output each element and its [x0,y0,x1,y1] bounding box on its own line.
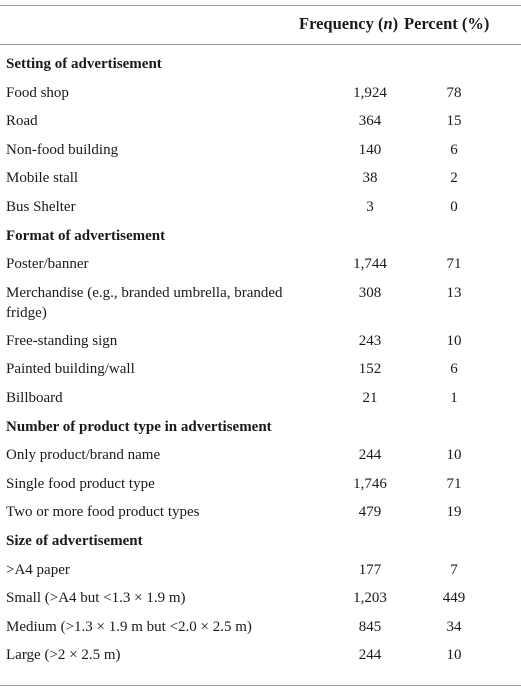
frequency-cell: 38 [362,170,378,187]
percent-cell: 71 [446,475,462,492]
frequency-cell: 243 [358,332,382,349]
frequency-cell: 244 [358,447,382,464]
section-heading: Size of advertisement [6,532,143,549]
frequency-cell: 152 [358,361,382,378]
percent-cell: 7 [450,561,458,578]
percent-cell: 13 [446,284,462,301]
percent-cell: 71 [446,256,462,273]
table-row [0,326,521,355]
frequency-header-prefix: Frequency ( [299,14,384,33]
table-body [0,49,521,669]
percent-cell: 6 [450,141,458,158]
row-label: Non-food building [6,141,119,158]
percent-cell: 6 [450,361,458,378]
row-label: Billboard [6,389,63,406]
percent-cell: 10 [446,447,462,464]
table-row [0,163,521,192]
row-label: Mobile stall [6,170,79,187]
row-label: Bus Shelter [6,198,76,215]
table-row [0,383,521,412]
table-row [0,135,521,164]
frequency-cell: 3 [366,198,374,215]
percent-cell: 0 [450,198,458,215]
percent-cell: 449 [442,590,466,607]
table-row [0,612,521,641]
frequency-cell: 364 [358,113,382,130]
table-row [0,278,521,326]
row-label: Two or more food product types [6,504,200,521]
row-label: Road [6,113,38,130]
percent-cell: 34 [446,618,462,635]
frequency-column-header [299,14,398,34]
row-label: Poster/banner [6,256,89,273]
percent-column-header: Percent (%) [404,14,490,33]
row-label: Only product/brand name [6,447,161,464]
table-row [0,555,521,584]
section-heading: Format of advertisement [6,227,166,244]
frequency-cell: 308 [358,284,382,301]
frequency-cell: 244 [358,647,382,664]
percent-cell: 10 [446,332,462,349]
frequency-cell: 21 [362,389,378,406]
table-bottom-rule [0,685,521,686]
table-top-rule [0,5,521,6]
table-row [0,469,521,498]
frequency-header-variable: n [383,14,393,33]
row-label: Large (>2 × 2.5 m) [6,647,121,664]
table-row [0,640,521,669]
table-row [0,583,521,612]
percent-cell: 78 [446,84,462,101]
table-header-rule [0,44,521,45]
row-label: Free-standing sign [6,332,118,349]
table-row [0,497,521,526]
section-heading: Setting of advertisement [6,56,162,72]
row-label: Painted building/wall [6,361,135,378]
section-heading-row [0,526,521,555]
table-row [0,440,521,469]
percent-cell: 1 [450,389,458,406]
frequency-cell: 1,203 [353,590,387,607]
percent-cell: 15 [446,113,462,130]
frequency-cell: 1,744 [353,256,387,273]
table-row [0,192,521,221]
row-label: Small (>A4 but <1.3 × 1.9 m) [6,590,186,607]
percent-cell: 2 [450,170,458,187]
frequency-cell: 140 [358,141,382,158]
frequency-cell: 845 [358,618,382,635]
table-row [0,249,521,278]
row-label: Food shop [6,84,69,101]
frequency-cell: 1,924 [353,84,387,101]
table-row [0,354,521,383]
table-row [0,78,521,107]
frequency-cell: 177 [358,561,382,578]
row-label: Merchandise (e.g., branded umbrella, branded fridge) [6,284,283,321]
percent-cell: 19 [446,504,462,521]
row-label: Single food product type [6,475,155,492]
row-label: >A4 paper [6,561,70,578]
row-label: Medium (>1.3 × 1.9 m but <2.0 × 2.5 m) [6,618,252,635]
frequency-cell: 479 [358,504,382,521]
section-heading-row [0,49,521,78]
section-heading: Number of product type in advertisement [6,418,272,435]
table-header [0,8,521,44]
section-heading-row [0,221,521,250]
percent-cell: 10 [446,647,462,664]
frequency-header-suffix: ) [392,14,399,33]
frequency-cell: 1,746 [353,475,387,492]
table-row [0,106,521,135]
section-heading-row [0,412,521,441]
